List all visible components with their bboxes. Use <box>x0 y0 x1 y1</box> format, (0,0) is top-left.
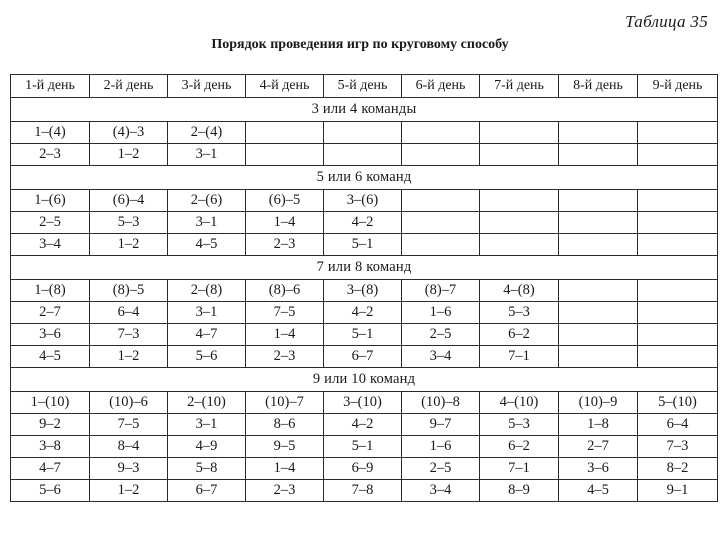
match-cell: (6)–5 <box>246 190 324 212</box>
match-cell: 4–2 <box>324 414 402 436</box>
table-row <box>11 190 718 212</box>
match-cell: 5–3 <box>480 302 559 324</box>
match-cell <box>559 190 638 212</box>
match-cell: 5–8 <box>168 458 246 480</box>
match-cell: 3–4 <box>402 480 480 502</box>
match-cell: 7–8 <box>324 480 402 502</box>
match-cell: 4–5 <box>11 346 90 368</box>
match-cell: (8)–5 <box>90 280 168 302</box>
match-cell: 1–2 <box>90 234 168 256</box>
match-cell <box>638 346 718 368</box>
match-cell: 5–1 <box>324 436 402 458</box>
match-cell: 6–4 <box>90 302 168 324</box>
match-cell: 5–3 <box>90 212 168 234</box>
table-row <box>11 414 718 436</box>
match-cell <box>324 144 402 166</box>
header-row <box>11 75 718 98</box>
table-row <box>11 346 718 368</box>
match-cell: 2–(6) <box>168 190 246 212</box>
match-cell: 8–4 <box>90 436 168 458</box>
match-cell <box>559 212 638 234</box>
match-cell <box>402 212 480 234</box>
table-number-label: Таблица 35 <box>625 12 708 31</box>
match-cell: 5–1 <box>324 234 402 256</box>
match-cell: (8)–6 <box>246 280 324 302</box>
match-cell: 8–6 <box>246 414 324 436</box>
match-cell: 6–2 <box>480 324 559 346</box>
match-cell: 8–9 <box>480 480 559 502</box>
match-cell: 2–5 <box>402 324 480 346</box>
match-cell: 7–3 <box>638 436 718 458</box>
section-label: 3 или 4 команды <box>11 98 718 122</box>
match-cell: 2–3 <box>11 144 90 166</box>
match-cell: (10)–9 <box>559 392 638 414</box>
column-header: 9-й день <box>638 75 718 98</box>
match-cell <box>324 122 402 144</box>
match-cell: (10)–6 <box>90 392 168 414</box>
column-header: 5-й день <box>324 75 402 98</box>
match-cell <box>402 122 480 144</box>
match-cell: 1–(8) <box>11 280 90 302</box>
table-row <box>11 324 718 346</box>
match-cell <box>638 122 718 144</box>
match-cell: 3–(8) <box>324 280 402 302</box>
match-cell: 2–(8) <box>168 280 246 302</box>
match-cell: (8)–7 <box>402 280 480 302</box>
match-cell: 1–4 <box>246 324 324 346</box>
match-cell <box>480 144 559 166</box>
match-cell: 5–6 <box>168 346 246 368</box>
match-cell: 1–(6) <box>11 190 90 212</box>
match-cell <box>480 212 559 234</box>
match-cell: 5–6 <box>11 480 90 502</box>
column-header: 1-й день <box>11 75 90 98</box>
section-header-row <box>11 98 718 122</box>
column-header: 7-й день <box>480 75 559 98</box>
match-cell: 7–5 <box>246 302 324 324</box>
match-cell: 7–1 <box>480 458 559 480</box>
match-cell: 9–3 <box>90 458 168 480</box>
match-cell <box>638 212 718 234</box>
match-cell <box>638 302 718 324</box>
match-cell: 3–1 <box>168 212 246 234</box>
match-cell: 2–(4) <box>168 122 246 144</box>
match-cell: 4–5 <box>168 234 246 256</box>
match-cell: 2–3 <box>246 346 324 368</box>
match-cell: 5–3 <box>480 414 559 436</box>
match-cell <box>402 190 480 212</box>
match-cell <box>638 234 718 256</box>
match-cell: 5–1 <box>324 324 402 346</box>
match-cell: 3–(6) <box>324 190 402 212</box>
match-cell <box>559 280 638 302</box>
match-cell: 1–6 <box>402 302 480 324</box>
match-cell: (10)–7 <box>246 392 324 414</box>
match-cell: 3–6 <box>11 324 90 346</box>
table-row <box>11 144 718 166</box>
match-cell: 1–2 <box>90 346 168 368</box>
table-row <box>11 280 718 302</box>
table-row <box>11 122 718 144</box>
match-cell: 6–2 <box>480 436 559 458</box>
column-header: 3-й день <box>168 75 246 98</box>
match-cell <box>638 324 718 346</box>
match-cell: 7–1 <box>480 346 559 368</box>
match-cell: 1–(10) <box>11 392 90 414</box>
schedule-body <box>11 98 718 502</box>
match-cell: 2–7 <box>11 302 90 324</box>
match-cell: 2–7 <box>559 436 638 458</box>
table-row <box>11 480 718 502</box>
match-cell <box>559 234 638 256</box>
column-header: 4-й день <box>246 75 324 98</box>
section-label: 5 или 6 команд <box>11 166 718 190</box>
match-cell: 9–7 <box>402 414 480 436</box>
column-header: 2-й день <box>90 75 168 98</box>
match-cell: 1–2 <box>90 480 168 502</box>
match-cell <box>559 122 638 144</box>
match-cell <box>480 190 559 212</box>
column-header: 6-й день <box>402 75 480 98</box>
match-cell: 2–3 <box>246 480 324 502</box>
table-row <box>11 234 718 256</box>
match-cell: 3–1 <box>168 144 246 166</box>
match-cell: 6–4 <box>638 414 718 436</box>
match-cell: 3–8 <box>11 436 90 458</box>
table-row <box>11 458 718 480</box>
match-cell: 1–6 <box>402 436 480 458</box>
match-cell <box>246 144 324 166</box>
match-cell: 9–1 <box>638 480 718 502</box>
match-cell <box>402 234 480 256</box>
match-cell <box>402 144 480 166</box>
match-cell: 4–5 <box>559 480 638 502</box>
match-cell <box>246 122 324 144</box>
match-cell: 9–5 <box>246 436 324 458</box>
match-cell: (6)–4 <box>90 190 168 212</box>
match-cell: 3–(10) <box>324 392 402 414</box>
match-cell: 3–6 <box>559 458 638 480</box>
match-cell: 1–4 <box>246 458 324 480</box>
match-cell: 3–4 <box>402 346 480 368</box>
round-robin-schedule-table <box>10 74 718 502</box>
match-cell: 6–7 <box>324 346 402 368</box>
match-cell: 4–7 <box>11 458 90 480</box>
match-cell: 7–3 <box>90 324 168 346</box>
match-cell: 4–(8) <box>480 280 559 302</box>
match-cell: 7–5 <box>90 414 168 436</box>
match-cell: 4–9 <box>168 436 246 458</box>
match-cell: 2–5 <box>402 458 480 480</box>
match-cell <box>559 302 638 324</box>
table-row <box>11 436 718 458</box>
match-cell: 3–1 <box>168 414 246 436</box>
match-cell: 1–4 <box>246 212 324 234</box>
table-row <box>11 392 718 414</box>
section-header-row <box>11 256 718 280</box>
match-cell <box>638 190 718 212</box>
match-cell: 4–2 <box>324 212 402 234</box>
match-cell: 9–2 <box>11 414 90 436</box>
match-cell: 1–(4) <box>11 122 90 144</box>
section-label: 9 или 10 команд <box>11 368 718 392</box>
match-cell: 1–2 <box>90 144 168 166</box>
match-cell: 2–3 <box>246 234 324 256</box>
match-cell: 2–5 <box>11 212 90 234</box>
match-cell: 3–4 <box>11 234 90 256</box>
section-label: 7 или 8 команд <box>11 256 718 280</box>
match-cell: 4–2 <box>324 302 402 324</box>
match-cell: 5–(10) <box>638 392 718 414</box>
match-cell: 6–7 <box>168 480 246 502</box>
match-cell: 3–1 <box>168 302 246 324</box>
match-cell: (4)–3 <box>90 122 168 144</box>
match-cell: 1–8 <box>559 414 638 436</box>
match-cell <box>480 122 559 144</box>
match-cell <box>638 144 718 166</box>
match-cell <box>559 144 638 166</box>
page-title: Порядок проведения игр по круговому способу <box>211 37 509 52</box>
match-cell: 2–(10) <box>168 392 246 414</box>
match-cell: 6–9 <box>324 458 402 480</box>
match-cell <box>480 234 559 256</box>
match-cell: 4–(10) <box>480 392 559 414</box>
table-row <box>11 302 718 324</box>
match-cell: (10)–8 <box>402 392 480 414</box>
match-cell: 4–7 <box>168 324 246 346</box>
match-cell <box>638 280 718 302</box>
section-header-row <box>11 368 718 392</box>
column-header: 8-й день <box>559 75 638 98</box>
match-cell <box>559 346 638 368</box>
match-cell: 8–2 <box>638 458 718 480</box>
match-cell <box>559 324 638 346</box>
section-header-row <box>11 166 718 190</box>
table-row <box>11 212 718 234</box>
